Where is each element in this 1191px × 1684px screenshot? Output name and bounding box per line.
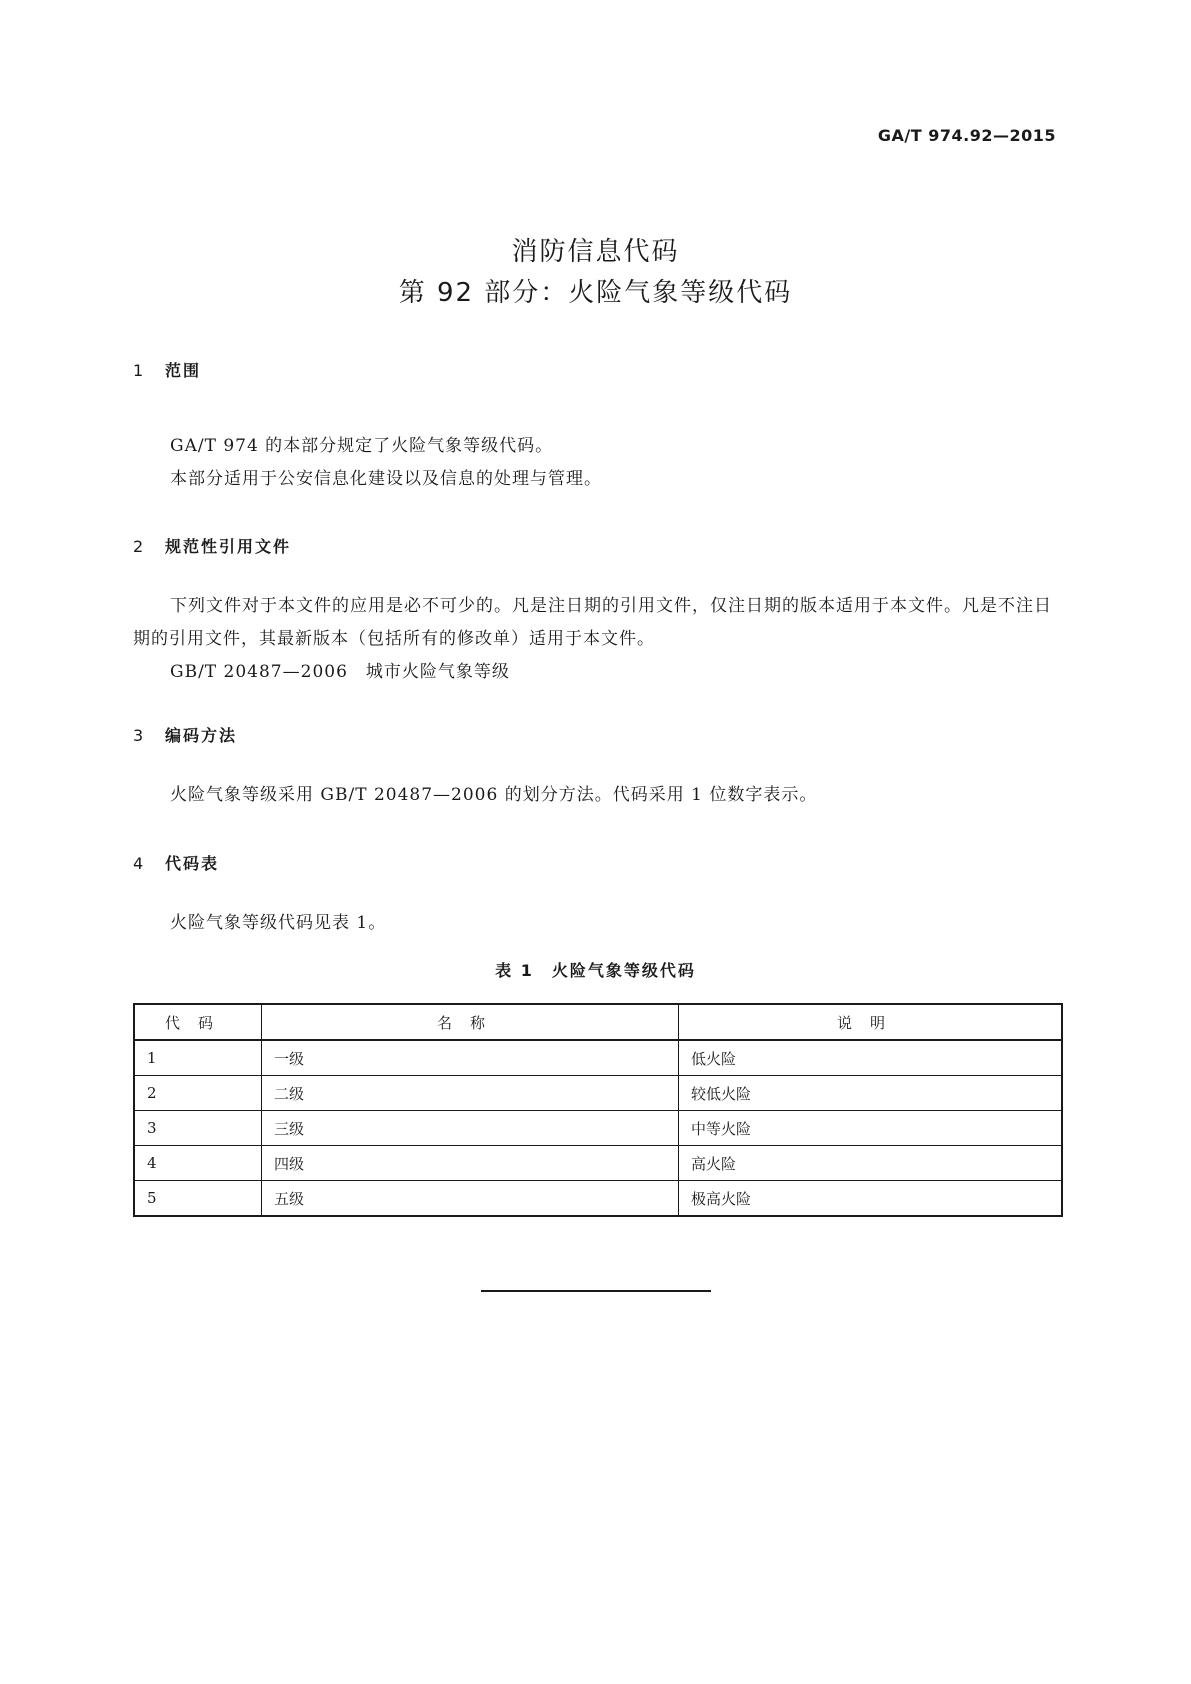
table-header-row <box>134 1004 1062 1040</box>
section-body <box>133 430 1063 496</box>
cell-code: 4 <box>134 1146 262 1181</box>
paragraph: 本部分适用于公安信息化建设以及信息的处理与管理。 <box>170 469 602 489</box>
document-title: 消防信息代码 <box>511 237 680 267</box>
section-body <box>133 907 1063 940</box>
cell-name: 一级 <box>262 1040 679 1076</box>
table-row <box>134 1076 1062 1111</box>
table-row <box>134 1146 1062 1181</box>
cell-name: 五级 <box>262 1181 679 1217</box>
cell-code: 3 <box>134 1111 262 1146</box>
end-of-document-rule <box>481 1290 711 1292</box>
section-title: 范围 <box>165 361 202 380</box>
cell-description: 中等火险 <box>679 1111 1063 1146</box>
cell-code: 2 <box>134 1076 262 1111</box>
table-row <box>134 1040 1062 1076</box>
cell-name: 三级 <box>262 1111 679 1146</box>
paragraph: 下列文件对于本文件的应用是必不可少的。凡是注日期的引用文件，仅注日期的版本适用于本文件。凡是不注日期的引用文件，其最新版本（包括所有的修改单）适用于本文件。 <box>133 596 1052 649</box>
column-header-name: 名称 <box>262 1004 679 1040</box>
table-caption: 表 1 火险气象等级代码 <box>495 961 696 980</box>
section-number: 2 <box>133 537 144 556</box>
table-row <box>134 1181 1062 1217</box>
cell-description: 低火险 <box>679 1040 1063 1076</box>
cell-description: 极高火险 <box>679 1181 1063 1217</box>
section-heading <box>133 723 237 746</box>
table-row <box>134 1111 1062 1146</box>
cell-code: 1 <box>134 1040 262 1076</box>
section-title: 代码表 <box>165 854 220 873</box>
section-heading <box>133 534 291 557</box>
column-header-code: 代码 <box>134 1004 262 1040</box>
cell-description: 高火险 <box>679 1146 1063 1181</box>
cell-description: 较低火险 <box>679 1076 1063 1111</box>
section-number: 3 <box>133 726 144 745</box>
section-number: 1 <box>133 361 144 380</box>
cell-code: 5 <box>134 1181 262 1217</box>
code-table <box>133 1003 1063 1217</box>
section-heading <box>133 358 201 381</box>
section-title: 编码方法 <box>165 726 238 745</box>
section-body <box>133 590 1063 689</box>
standard-code: GA/T 974.92—2015 <box>877 126 1056 145</box>
paragraph: 火险气象等级采用 GB/T 20487—2006 的划分方法。代码采用 1 位数字表示。 <box>170 785 818 805</box>
section-body <box>133 779 1063 812</box>
paragraph: GB/T 20487—2006 城市火险气象等级 <box>170 662 510 682</box>
section-title: 规范性引用文件 <box>165 537 292 556</box>
paragraph: GA/T 974 的本部分规定了火险气象等级代码。 <box>170 436 554 456</box>
section-number: 4 <box>133 854 144 873</box>
section-heading <box>133 851 219 874</box>
paragraph: 火险气象等级代码见表 1。 <box>170 913 387 933</box>
column-header-description: 说明 <box>679 1004 1063 1040</box>
cell-name: 二级 <box>262 1076 679 1111</box>
document-subtitle: 第 92 部分：火险气象等级代码 <box>398 278 793 308</box>
cell-name: 四级 <box>262 1146 679 1181</box>
